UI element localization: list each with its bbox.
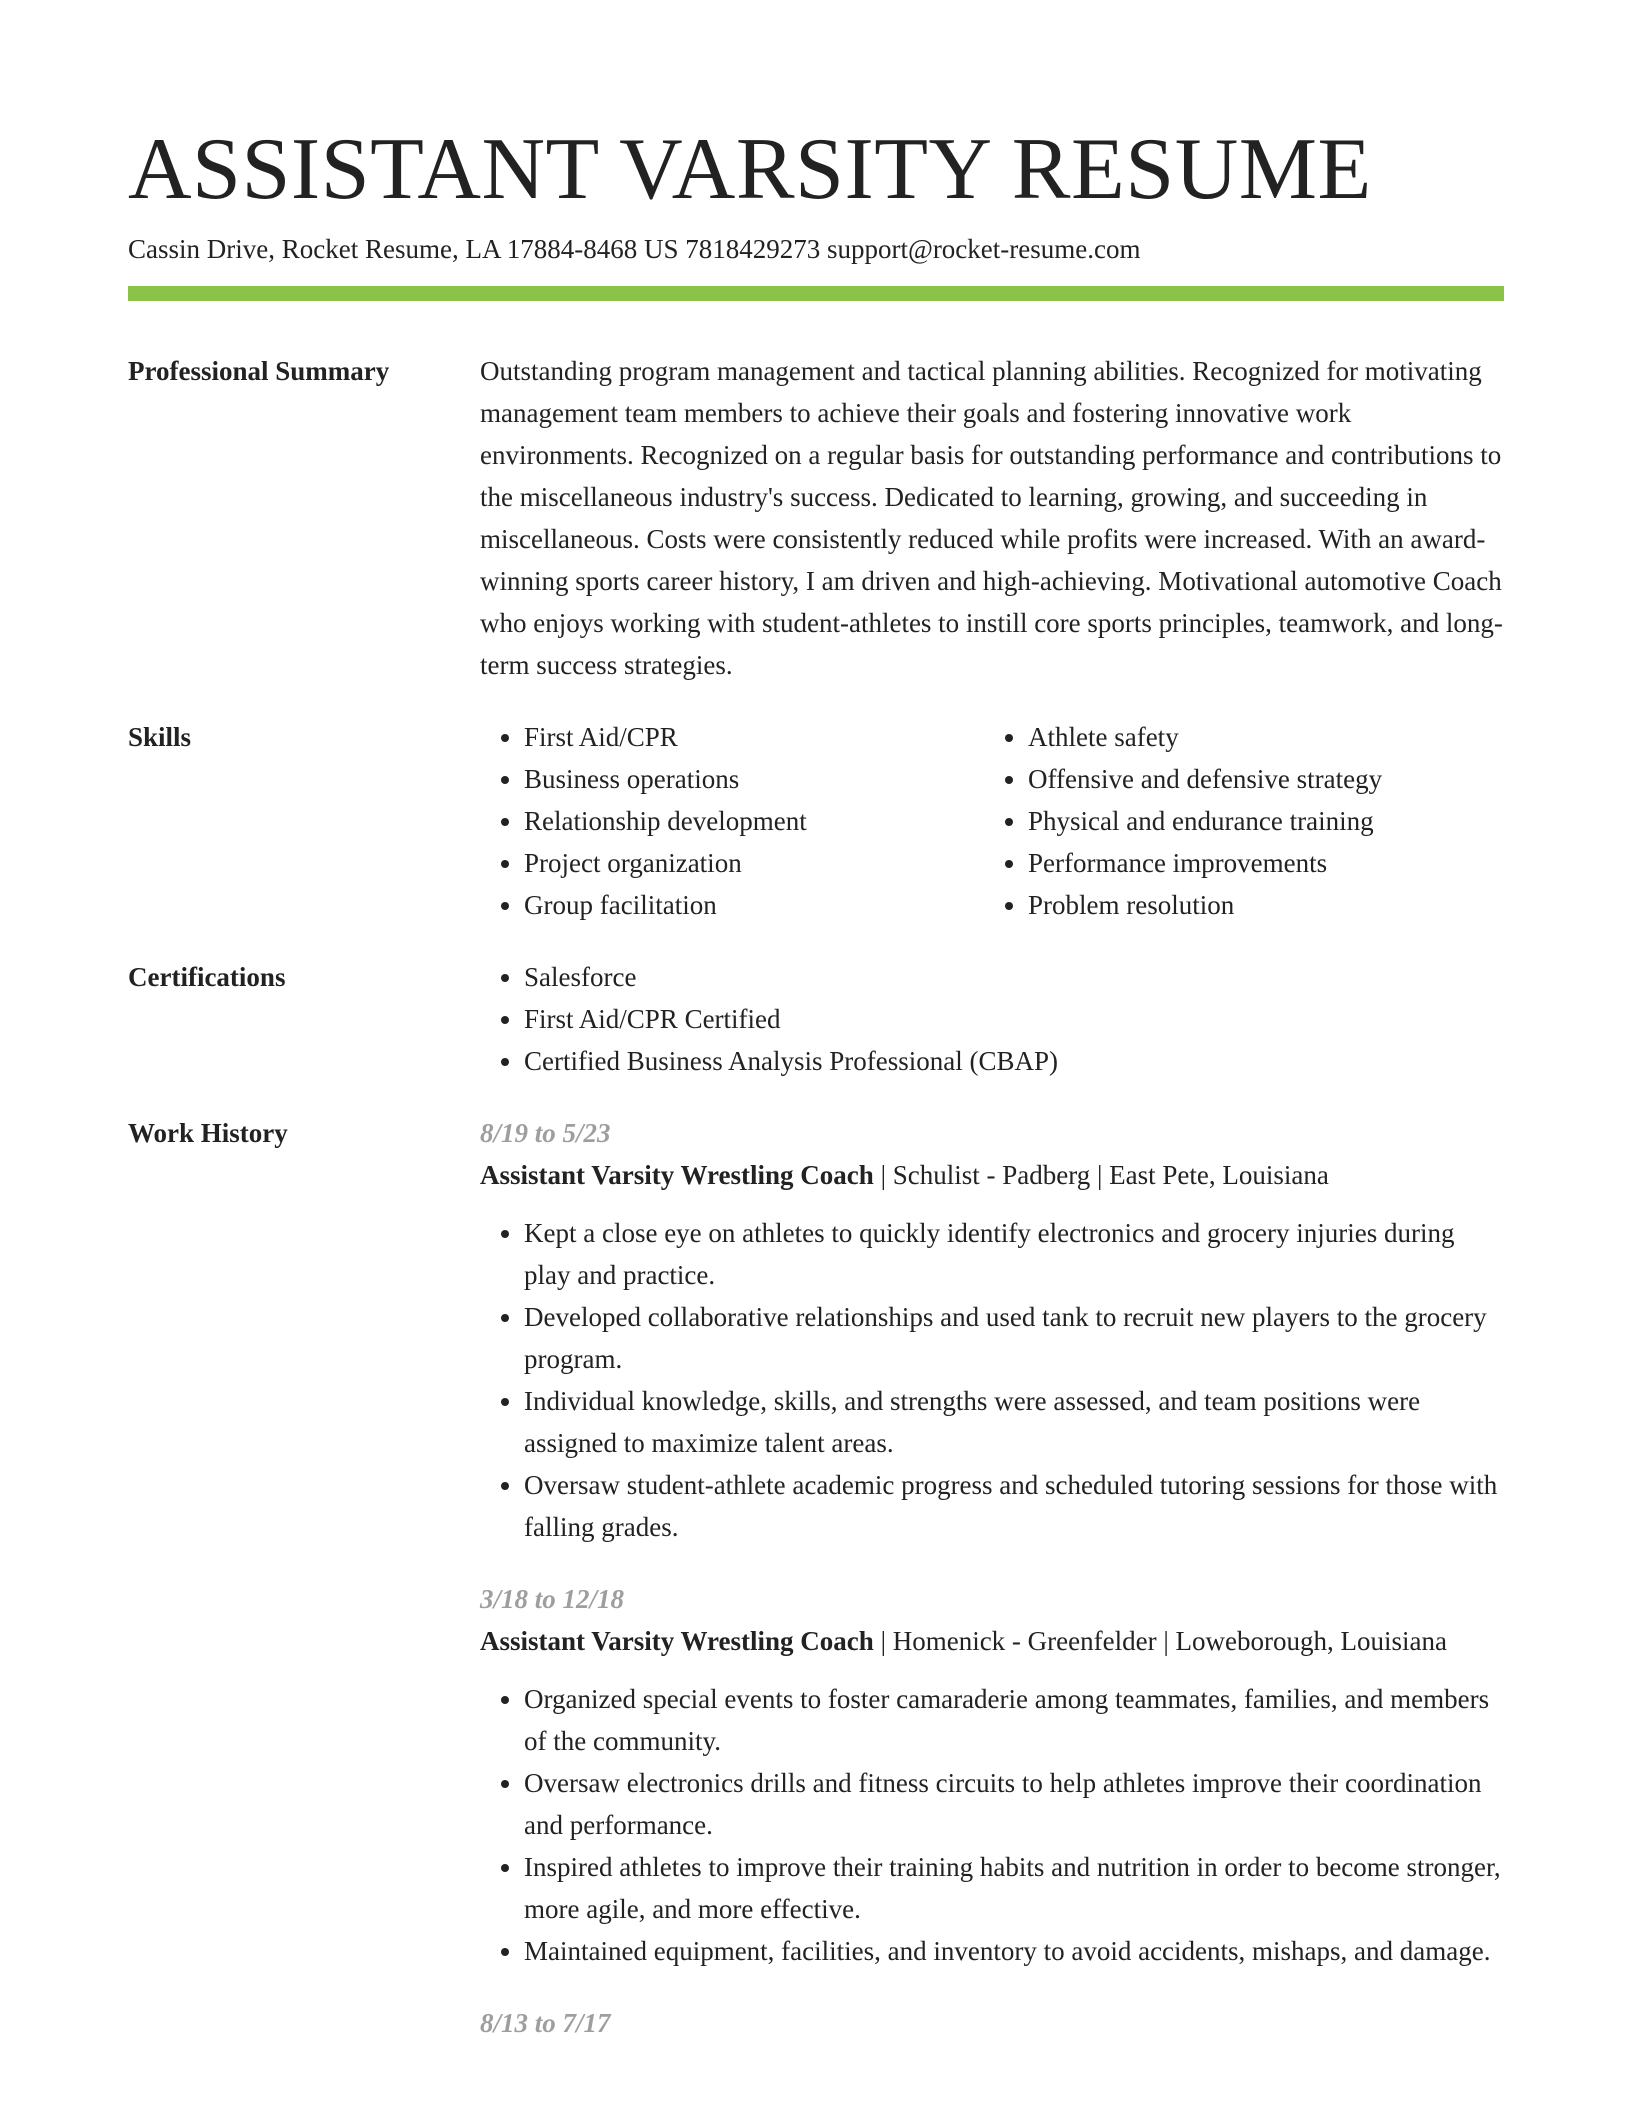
skill-item: • Physical and endurance training	[1028, 800, 1488, 842]
job-bullets	[480, 1212, 1504, 1548]
job-bullet: • Individual knowledge, skills, and strengths were assessed, and team positions were assigned to maximize talent areas.	[524, 1380, 1504, 1464]
certifications-list	[480, 956, 1504, 1082]
job-bullet: • Oversaw student-athlete academic progress and scheduled tutoring sessions for those with falling grades.	[524, 1464, 1504, 1548]
job-bullet: • Oversaw electronics drills and fitness circuits to help athletes improve their coordination and performance.	[524, 1762, 1504, 1846]
job-dates: 3/18 to 12/18	[480, 1584, 625, 1614]
skill-item: • Project organization	[524, 842, 984, 884]
job-details: | Schulist - Padberg | East Pete, Louisiana	[873, 1160, 1329, 1190]
skill-item: • Offensive and defensive strategy	[1028, 758, 1488, 800]
skill-item: • Group facilitation	[524, 884, 984, 926]
job-header	[480, 1154, 1504, 1196]
skills-grid	[480, 716, 1504, 926]
section-work-history	[128, 1112, 1504, 2074]
section-label-skills: Skills	[128, 722, 192, 752]
job-details: | Homenick - Greenfelder | Loweborough, Louisiana	[873, 1626, 1447, 1656]
skills-body	[480, 716, 1504, 926]
resume-sections	[128, 350, 1504, 2104]
section-label-work-history: Work History	[128, 1118, 288, 1148]
skill-item: • Athlete safety	[1028, 716, 1488, 758]
accent-divider	[128, 286, 1504, 301]
job-bullet: • Developed collaborative relationships and used tank to recruit new players to the grocery program.	[524, 1296, 1504, 1380]
section-skills	[128, 716, 1504, 926]
skill-item: • Performance improvements	[1028, 842, 1488, 884]
job-entry	[480, 1578, 1504, 1972]
job-title: Assistant Varsity Wrestling Coach	[480, 1626, 874, 1656]
section-certifications	[128, 956, 1504, 1082]
section-label-summary: Professional Summary	[128, 356, 390, 386]
certification-item: • Salesforce	[524, 956, 1504, 998]
job-bullet: • Maintained equipment, facilities, and inventory to avoid accidents, mishaps, and damage.	[524, 1930, 1504, 1972]
section-summary	[128, 350, 1504, 686]
skill-item: • Relationship development	[524, 800, 984, 842]
contact-line: Cassin Drive, Rocket Resume, LA 17884-8468 US 7818429273 support@rocket-resume.com	[128, 234, 1141, 264]
job-bullets	[480, 1678, 1504, 1972]
resume-title: ASSISTANT VARSITY RESUME	[128, 121, 1372, 218]
job-entry	[480, 1112, 1504, 1548]
skill-item: • Problem resolution	[1028, 884, 1488, 926]
summary-body	[480, 350, 1504, 686]
work-history-body	[480, 1112, 1504, 2074]
job-header	[480, 1620, 1504, 1662]
job-bullet: • Inspired athletes to improve their training habits and nutrition in order to become stronger, more agile, and more effective.	[524, 1846, 1504, 1930]
job-dates: 8/19 to 5/23	[480, 1118, 611, 1148]
job-dates: 8/13 to 7/17	[480, 2008, 611, 2038]
summary-text: Outstanding program management and tactical planning abilities. Recognized for motivating management team members to achieve their goals and fostering innovative work environments. Recognized on a regular basis for outstanding performance and contributions to the miscellaneous industry's success. Dedicated to learning, growing, and succeeding in miscellaneous. Costs were consistently reduced while profits were increased. With an award-winning sports career history, I am driven and high-achieving. Motivational automotive Coach who enjoys working with student-athletes to instill core sports principles, teamwork, and long-term success strategies.	[480, 356, 1503, 680]
job-bullet: • Organized special events to foster camaraderie among teammates, families, and members of the community.	[524, 1678, 1504, 1762]
certification-item: • Certified Business Analysis Professional (CBAP)	[524, 1040, 1504, 1082]
skills-list-left	[480, 716, 984, 926]
skill-item: • First Aid/CPR	[524, 716, 984, 758]
job-title: Assistant Varsity Wrestling Coach	[480, 1160, 874, 1190]
certification-item: • First Aid/CPR Certified	[524, 998, 1504, 1040]
job-bullet: • Kept a close eye on athletes to quickly identify electronics and grocery injuries during play and practice.	[524, 1212, 1504, 1296]
skills-list-right	[984, 716, 1488, 926]
job-entry	[480, 2002, 1504, 2044]
section-label-certifications: Certifications	[128, 962, 286, 992]
skill-item: • Business operations	[524, 758, 984, 800]
certifications-body	[480, 956, 1504, 1082]
